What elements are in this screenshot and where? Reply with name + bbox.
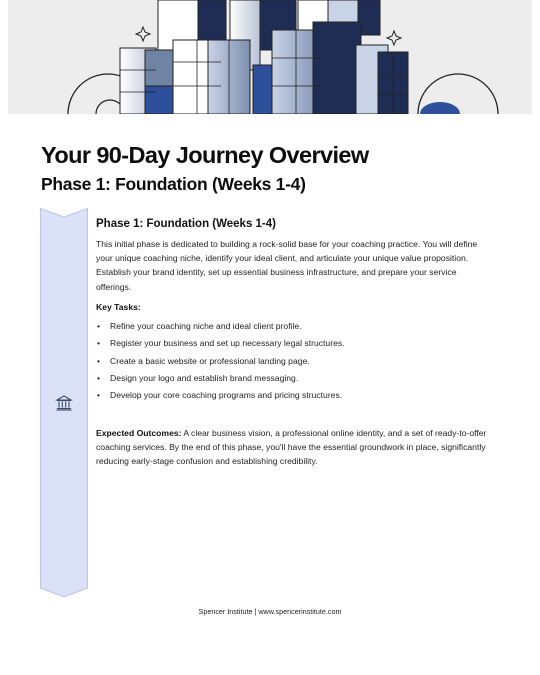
footer: Spencer Institute | www.spencerinstitute.com [198,607,342,616]
page-title: Your 90-Day Journey Overview [41,142,369,168]
expected-outcomes [96,426,492,469]
expected-outcomes-label: Expected Outcomes: [96,427,182,438]
phase-content [96,218,492,468]
phase-heading: Phase 1: Foundation (Weeks 1-4) [96,218,276,230]
key-tasks-list [96,318,492,405]
list-item: • Develop your core coaching programs and pricing structures. [96,387,492,404]
list-item: • Refine your coaching niche and ideal client profile. [96,318,492,335]
list-item: • Create a basic website or professional landing page. [96,353,492,370]
phase-description: This initial phase is dedicated to building a rock-solid base for your coaching practice. You will define your unique coaching niche, identify your ideal client, and articulate your unique value proposition. Establish your brand identity, set up essential business infrastructure, and prepare your service offerings. [96,239,478,292]
expected-outcomes-text: A clear business vision, a professional online identity, and a set of ready-to-offer coaching services. By the end of this phase, you'll have the essential groundwork in place, significantly reducing early-stage confusion and establishing credibility. [96,427,487,467]
city-skyline-illustration [8,0,532,114]
list-item: • Design your logo and establish brand messaging. [96,370,492,387]
bank-icon [55,394,73,412]
page-subtitle: Phase 1: Foundation (Weeks 1-4) [41,174,306,194]
header-skyline-image [8,0,532,114]
list-item: • Register your business and set up necessary legal structures. [96,335,492,352]
key-tasks-label: Key Tasks: [96,301,141,312]
